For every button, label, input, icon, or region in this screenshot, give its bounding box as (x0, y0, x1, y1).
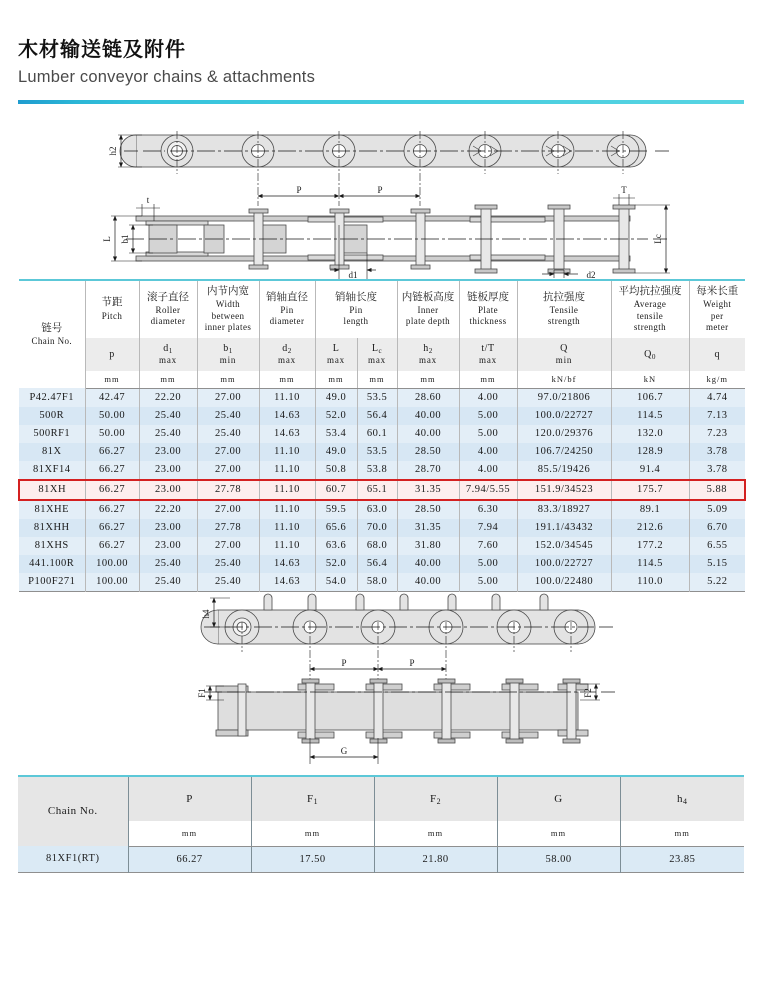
cell-value: 28.50 (397, 443, 459, 461)
table-row (19, 461, 745, 480)
diagram-label-h2: h2 (108, 146, 118, 156)
table-row (19, 425, 745, 443)
diagram-label-Lc: Lc (653, 234, 663, 244)
spec-header-names-row (19, 280, 745, 338)
cell-value: 40.00 (397, 407, 459, 425)
cell-value: 52.0 (315, 555, 357, 573)
cell-chain-no: 500RF1 (19, 425, 85, 443)
cell-value: 52.0 (315, 407, 357, 425)
cell-value: 27.78 (197, 480, 259, 500)
cell-value: 7.94/5.55 (459, 480, 517, 500)
cell-value: 91.4 (611, 461, 689, 480)
spec-header-units-row (19, 371, 745, 389)
cell-value: 50.00 (85, 425, 139, 443)
cell-chain-no: P100F271 (19, 573, 85, 592)
cell-value: 11.10 (259, 537, 315, 555)
cell-value: 4.00 (459, 443, 517, 461)
cell-value: 28.50 (397, 500, 459, 519)
header-col-average-tensile-strength: 平均抗拉强度 Average tensile strength (611, 280, 689, 338)
cell-value: 17.50 (251, 846, 374, 872)
unit-average-tensile-strength: kN (611, 371, 689, 389)
cell-value: 42.47 (85, 388, 139, 407)
cell-value: 11.10 (259, 480, 315, 500)
attach-unit-G: mm (497, 821, 620, 847)
cell-value: 58.0 (357, 573, 397, 592)
cell-chain-no: 441.100R (19, 555, 85, 573)
cell-value: 3.78 (689, 443, 745, 461)
cell-value: 106.7/24250 (517, 443, 611, 461)
unit-pin-length-Lc: mm (357, 371, 397, 389)
table-row (19, 480, 745, 500)
attach-header-chain-no: Chain No. (18, 776, 128, 847)
cell-value: 40.00 (397, 555, 459, 573)
cell-value: 5.00 (459, 573, 517, 592)
cell-value: 11.10 (259, 388, 315, 407)
cell-value: 114.5 (611, 555, 689, 573)
header-col-width-between-inner-plates: 内节内宽 Width between inner plates (197, 280, 259, 338)
cell-value: 66.27 (85, 537, 139, 555)
cell-value: 54.0 (315, 573, 357, 592)
cell-value: 27.78 (197, 519, 259, 537)
cell-value: 50.8 (315, 461, 357, 480)
cell-value: 53.5 (357, 443, 397, 461)
attach-table-body (18, 846, 744, 872)
cell-chain-no: P42.47F1 (19, 388, 85, 407)
cell-value: 4.00 (459, 461, 517, 480)
cell-value: 25.40 (197, 573, 259, 592)
cell-value: 23.00 (139, 461, 197, 480)
cell-value: 97.0/21806 (517, 388, 611, 407)
cell-value: 66.27 (85, 443, 139, 461)
cell-value: 6.55 (689, 537, 745, 555)
header-col-pitch: 节距 Pitch (85, 280, 139, 338)
header-col-roller-diameter: 滚子直径 Roller diameter (139, 280, 197, 338)
chain-drawing-bottom-svg (18, 592, 744, 770)
table-row (19, 555, 745, 573)
cell-value: 128.9 (611, 443, 689, 461)
spec-header-symbols-row (19, 338, 745, 371)
cell-value: 5.00 (459, 555, 517, 573)
cell-value: 66.27 (85, 519, 139, 537)
attach-unit-F2: mm (374, 821, 497, 847)
unit-width-inner-plates: mm (197, 371, 259, 389)
cell-value: 23.00 (139, 443, 197, 461)
cell-value: 27.00 (197, 461, 259, 480)
attach-symbol-G: G (497, 776, 620, 821)
cell-value: 31.80 (397, 537, 459, 555)
cell-value: 63.6 (315, 537, 357, 555)
cell-value: 14.63 (259, 425, 315, 443)
symbol-width-inner-plates: $b_1$ min (197, 338, 259, 371)
cell-chain-no: 81XHH (19, 519, 85, 537)
header-chain-no (19, 280, 85, 388)
page-title-cn: 木材输送链及附件 (18, 39, 186, 61)
cell-value: 100.0/22727 (517, 407, 611, 425)
attach-table-head (18, 776, 744, 847)
cell-value: 65.6 (315, 519, 357, 537)
cell-value: 212.6 (611, 519, 689, 537)
cell-value: 53.8 (357, 461, 397, 480)
cell-value: 14.63 (259, 555, 315, 573)
cell-value: 59.5 (315, 500, 357, 519)
unit-inner-plate-depth: mm (397, 371, 459, 389)
cell-value: 28.70 (397, 461, 459, 480)
cell-value: 25.40 (197, 407, 259, 425)
cell-value: 23.00 (139, 519, 197, 537)
diagram-label-d1: d1 (348, 269, 358, 279)
symbol-roller-diameter: $d_1$ max (139, 338, 197, 371)
cell-value: 23.85 (620, 846, 744, 872)
header-col-weight-per-meter: 每米长重 Weight per meter (689, 280, 745, 338)
page-header (18, 0, 744, 104)
diagram-label-d2: d2 (586, 269, 596, 279)
header-chain-no-cn: 链号 (41, 321, 63, 334)
attach-unit-P: mm (128, 821, 251, 847)
header-chain-no-en: Chain No. (31, 335, 73, 346)
diagram-label-h4: h4 (201, 609, 211, 619)
cell-value: 120.0/29376 (517, 425, 611, 443)
cell-value: 49.0 (315, 388, 357, 407)
cell-value: 5.22 (689, 573, 745, 592)
cell-value: 56.4 (357, 407, 397, 425)
cell-value: 7.13 (689, 407, 745, 425)
cell-value: 27.00 (197, 537, 259, 555)
diagram-label-F2: F2 (583, 687, 593, 698)
diagram-label-p-4: P (409, 657, 415, 668)
table-row (18, 846, 744, 872)
cell-value: 58.00 (497, 846, 620, 872)
unit-plate-thickness: mm (459, 371, 517, 389)
cell-value: 5.00 (459, 425, 517, 443)
symbol-pin-diameter: $d_2$ max (259, 338, 315, 371)
header-col-tensile-strength: 抗拉强度 Tensile strength (517, 280, 611, 338)
cell-chain-no: 81XF14 (19, 461, 85, 480)
attach-symbol-F1: $F_1$ (251, 776, 374, 821)
chain-drawing-top-svg (18, 104, 744, 279)
attachment-chain-diagram (18, 592, 744, 767)
cell-value: 175.7 (611, 480, 689, 500)
chain-specification-table (18, 279, 746, 592)
cell-value: 27.00 (197, 388, 259, 407)
cell-value: 60.1 (357, 425, 397, 443)
cell-value: 14.63 (259, 407, 315, 425)
cell-chain-no: 81XHS (19, 537, 85, 555)
symbol-pin-length-Lc: $L_c$ max (357, 338, 397, 371)
symbol-pin-length-L: L max (315, 338, 357, 371)
cell-value: 14.63 (259, 573, 315, 592)
cell-value: 100.00 (85, 573, 139, 592)
cell-value: 31.35 (397, 519, 459, 537)
chain-side-top-view-diagram (18, 104, 744, 279)
table-row (19, 443, 745, 461)
table-row (19, 573, 745, 592)
cell-value: 31.35 (397, 480, 459, 500)
cell-value: 28.60 (397, 388, 459, 407)
cell-value: 23.00 (139, 480, 197, 500)
cell-value: 70.0 (357, 519, 397, 537)
cell-chain-no: 500R (19, 407, 85, 425)
cell-value: 23.00 (139, 537, 197, 555)
symbol-pitch: p (85, 338, 139, 371)
attach-unit-F1: mm (251, 821, 374, 847)
cell-value: 68.0 (357, 537, 397, 555)
cell-value: 56.4 (357, 555, 397, 573)
cell-value: 3.78 (689, 461, 745, 480)
cell-value: 40.00 (397, 573, 459, 592)
unit-tensile-strength: kN/bf (517, 371, 611, 389)
attach-symbol-F2: $F_2$ (374, 776, 497, 821)
cell-value: 25.40 (139, 407, 197, 425)
header-col-inner-plate-depth: 内链板高度 Inner plate depth (397, 280, 459, 338)
cell-value: 132.0 (611, 425, 689, 443)
cell-value: 110.0 (611, 573, 689, 592)
cell-value: 106.7 (611, 388, 689, 407)
cell-value: 4.00 (459, 388, 517, 407)
unit-weight-per-meter: kg/m (689, 371, 745, 389)
attach-symbol-P: P (128, 776, 251, 821)
cell-chain-no: 81XH (19, 480, 85, 500)
symbol-plate-thickness: t/T max (459, 338, 517, 371)
cell-value: 27.00 (197, 443, 259, 461)
diagram-label-G: G (340, 745, 348, 756)
symbol-average-tensile-strength: $Q_0$ (611, 338, 689, 371)
cell-value: 66.27 (128, 846, 251, 872)
unit-roller-diameter: mm (139, 371, 197, 389)
cell-value: 5.09 (689, 500, 745, 519)
diagram-label-b1: b1 (120, 234, 130, 244)
diagram-label-p-1: P (296, 184, 302, 195)
table-row (19, 500, 745, 519)
cell-value: 152.0/34545 (517, 537, 611, 555)
cell-value: 6.30 (459, 500, 517, 519)
table-row (19, 407, 745, 425)
attach-header-symbols-row (18, 776, 744, 821)
cell-value: 22.20 (139, 500, 197, 519)
cell-chain-no: 81XF1(RT) (18, 846, 128, 872)
cell-value: 65.1 (357, 480, 397, 500)
cell-value: 7.23 (689, 425, 745, 443)
attach-unit-h4: mm (620, 821, 744, 847)
cell-value: 11.10 (259, 461, 315, 480)
cell-value: 50.00 (85, 407, 139, 425)
cell-value: 11.10 (259, 443, 315, 461)
cell-value: 100.0/22480 (517, 573, 611, 592)
cell-value: 5.00 (459, 407, 517, 425)
cell-value: 53.4 (315, 425, 357, 443)
cell-value: 177.2 (611, 537, 689, 555)
unit-pin-diameter: mm (259, 371, 315, 389)
cell-value: 60.7 (315, 480, 357, 500)
cell-value: 6.70 (689, 519, 745, 537)
cell-value: 53.5 (357, 388, 397, 407)
cell-value: 100.00 (85, 555, 139, 573)
diagram-label-L: L (102, 236, 112, 242)
cell-value: 7.60 (459, 537, 517, 555)
cell-value: 5.15 (689, 555, 745, 573)
cell-value: 5.88 (689, 480, 745, 500)
diagram-label-t: t (146, 194, 150, 205)
cell-value: 66.27 (85, 500, 139, 519)
table-row (19, 388, 745, 407)
cell-chain-no: 81X (19, 443, 85, 461)
cell-value: 22.20 (139, 388, 197, 407)
page-title-en: Lumber conveyor chains & attachments (18, 68, 316, 86)
cell-value: 7.94 (459, 519, 517, 537)
attach-symbol-h4: $h_4$ (620, 776, 744, 821)
cell-value: 85.5/19426 (517, 461, 611, 480)
cell-value: 21.80 (374, 846, 497, 872)
cell-value: 83.3/18927 (517, 500, 611, 519)
attachment-dimensions-table (18, 775, 744, 873)
symbol-weight-per-meter: q (689, 338, 745, 371)
symbol-inner-plate-depth: $h_2$ max (397, 338, 459, 371)
cell-value: 25.40 (197, 425, 259, 443)
diagram-label-T: T (621, 184, 627, 195)
cell-value: 89.1 (611, 500, 689, 519)
cell-value: 66.27 (85, 480, 139, 500)
cell-value: 11.10 (259, 519, 315, 537)
cell-value: 49.0 (315, 443, 357, 461)
table-row (19, 537, 745, 555)
unit-pitch: mm (85, 371, 139, 389)
cell-value: 4.74 (689, 388, 745, 407)
header-col-plate-thickness: 链板厚度 Plate thickness (459, 280, 517, 338)
header-col-pin-diameter: 销轴直径 Pin diameter (259, 280, 315, 338)
unit-pin-length-L: mm (315, 371, 357, 389)
cell-value: 114.5 (611, 407, 689, 425)
cell-value: 11.10 (259, 500, 315, 519)
cell-value: 66.27 (85, 461, 139, 480)
cell-value: 25.40 (139, 573, 197, 592)
cell-value: 191.1/43432 (517, 519, 611, 537)
cell-value: 151.9/34523 (517, 480, 611, 500)
cell-value: 40.00 (397, 425, 459, 443)
cell-value: 25.40 (139, 555, 197, 573)
header-col-pin-length: 销轴长度 Pin length (315, 280, 397, 338)
cell-value: 27.00 (197, 500, 259, 519)
diagram-label-F1: F1 (197, 687, 207, 698)
spec-table-body (19, 388, 745, 591)
diagram-label-p-2: P (377, 184, 383, 195)
cell-value: 100.0/22727 (517, 555, 611, 573)
cell-chain-no: 81XHE (19, 500, 85, 519)
table-row (19, 519, 745, 537)
spec-table-head (19, 280, 745, 388)
cell-value: 25.40 (197, 555, 259, 573)
symbol-tensile-strength: Q min (517, 338, 611, 371)
diagram-label-p-3: P (341, 657, 347, 668)
cell-value: 63.0 (357, 500, 397, 519)
cell-value: 25.40 (139, 425, 197, 443)
